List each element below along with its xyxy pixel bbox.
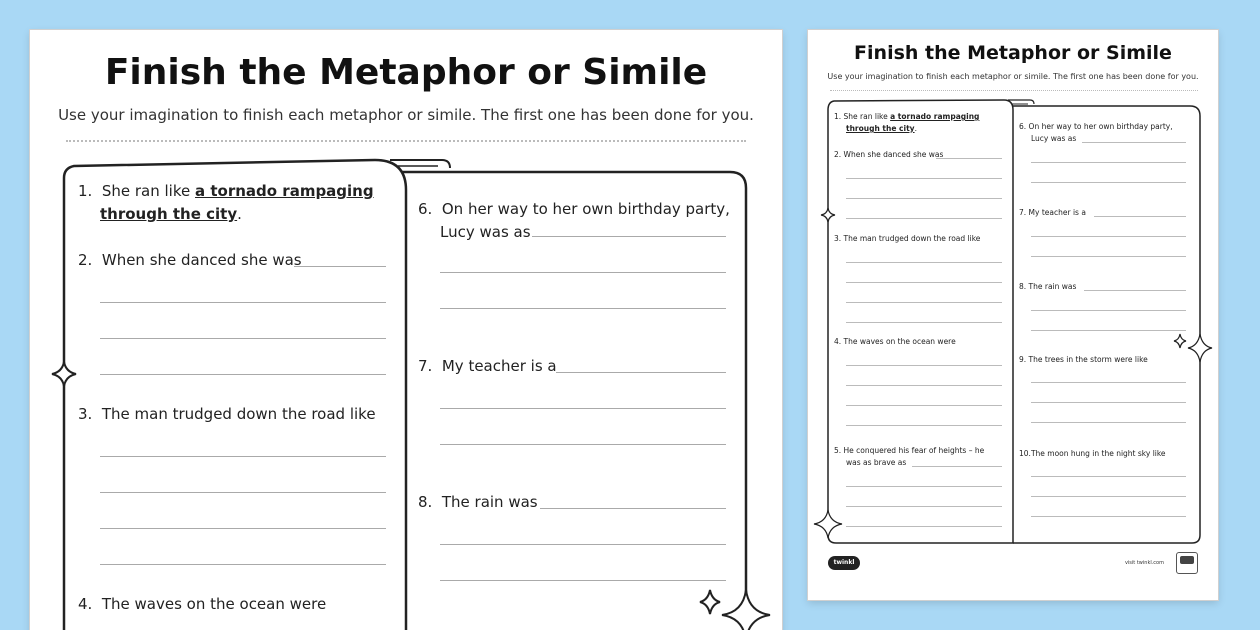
answer-line[interactable]	[1031, 256, 1186, 257]
answer-line[interactable]	[1031, 496, 1186, 497]
question-4: 4. The waves on the ocean were	[834, 337, 956, 346]
answer-line[interactable]	[440, 544, 726, 545]
answer-line[interactable]	[846, 198, 1002, 199]
answer-line[interactable]	[1031, 236, 1186, 237]
answer-line[interactable]	[846, 486, 1002, 487]
book-frame	[30, 30, 782, 630]
worksheet-footer	[828, 552, 1198, 578]
answer-line[interactable]	[1031, 182, 1186, 183]
answer-line[interactable]	[1031, 310, 1186, 311]
question-7: 7. My teacher is a	[1019, 208, 1086, 217]
example-answer: through the city	[100, 205, 238, 223]
question-1	[78, 180, 374, 203]
answer-line[interactable]	[846, 282, 1002, 283]
answer-line[interactable]	[1031, 516, 1186, 517]
answer-line[interactable]	[1031, 330, 1186, 331]
answer-line[interactable]	[1031, 162, 1186, 163]
answer-line[interactable]	[440, 308, 726, 309]
answer-line[interactable]	[1031, 402, 1186, 403]
answer-line[interactable]	[846, 405, 1002, 406]
question-5: 5. He conquered his fear of heights – he	[834, 446, 985, 455]
twinkl-logo[interactable]: twinkl	[828, 556, 860, 570]
answer-line[interactable]	[100, 338, 386, 339]
question-6: 6. On her way to her own birthday party,	[418, 200, 730, 218]
answer-line[interactable]	[556, 372, 726, 373]
answer-line[interactable]	[846, 526, 1002, 527]
answer-line[interactable]	[1094, 216, 1186, 217]
question-2: 2. When she danced she was	[834, 150, 944, 159]
visit-link[interactable]: visit twinkl.com	[1124, 560, 1164, 566]
answer-line[interactable]	[1082, 142, 1186, 143]
answer-line[interactable]	[846, 178, 1002, 179]
question-8: 8. The rain was	[418, 493, 538, 511]
answer-line[interactable]	[846, 302, 1002, 303]
question-4: 4. The waves on the ocean were	[78, 595, 327, 613]
answer-line[interactable]	[846, 322, 1002, 323]
answer-line[interactable]	[846, 218, 1002, 219]
worksheet-zoomed	[30, 30, 782, 630]
worksheet-thumbnail: Finish the Metaphor or Simile Use your imagination to finish each metaphor or simile. The first one has been done for you. 1. She ran like a tornado rampaging through the city. 2. When she danced she was 3. The man trudged down the road like 4. The waves on the ocean were 5. He conquered his fear of heights – he was as brave as 6. On her way to her own birthday party, Lucy was as 7. My teacher is a 8. The rain was 9. The trees in the storm were like 10.The moon hung in the night sky like twinkl visit twinkl.com	[808, 30, 1218, 600]
answer-line[interactable]	[912, 466, 1002, 467]
answer-line[interactable]	[532, 236, 726, 237]
question-1: 1. She ran like a tornado rampaging	[834, 112, 980, 121]
answer-line[interactable]	[846, 365, 1002, 366]
question-9: 9. The trees in the storm were like	[1019, 355, 1148, 364]
answer-line[interactable]	[100, 528, 386, 529]
worksheet-instructions: Use your imagination to finish each metaphor or simile. The first one has been done for you.	[827, 72, 1199, 81]
question-10: 10.The moon hung in the night sky like	[1019, 449, 1166, 458]
answer-line[interactable]	[440, 444, 726, 445]
answer-line[interactable]	[846, 262, 1002, 263]
answer-line[interactable]	[936, 158, 1002, 159]
question-6: 6. On her way to her own birthday party,	[1019, 122, 1173, 131]
answer-line[interactable]	[440, 580, 726, 581]
answer-line[interactable]	[1084, 290, 1186, 291]
answer-line[interactable]	[440, 408, 726, 409]
question-6-cont: Lucy was as	[440, 223, 531, 241]
answer-line[interactable]	[846, 385, 1002, 386]
answer-line[interactable]	[100, 374, 386, 375]
quality-badge-icon	[1176, 552, 1198, 574]
answer-line[interactable]	[846, 425, 1002, 426]
question-number: 1.	[78, 182, 93, 200]
question-8: 8. The rain was	[1019, 282, 1077, 291]
answer-line[interactable]	[540, 508, 726, 509]
answer-line[interactable]	[100, 456, 386, 457]
answer-line[interactable]	[100, 564, 386, 565]
answer-line[interactable]	[440, 272, 726, 273]
question-3: 3. The man trudged down the road like	[78, 405, 376, 423]
answer-line[interactable]	[100, 492, 386, 493]
question-1-cont: through the city.	[100, 205, 242, 223]
example-answer: a tornado rampaging	[195, 182, 374, 200]
worksheet-instructions: Use your imagination to finish each metaphor or simile. The first one has been done for you.	[58, 106, 754, 124]
question-7: 7. My teacher is a	[418, 357, 557, 375]
question-text: She ran like	[101, 182, 196, 200]
question-3: 3. The man trudged down the road like	[834, 234, 981, 243]
question-2: 2. When she danced she was	[78, 251, 302, 269]
answer-line[interactable]	[294, 266, 386, 267]
answer-line[interactable]	[1031, 476, 1186, 477]
worksheet-title: Finish the Metaphor or Simile	[854, 42, 1172, 64]
answer-line[interactable]	[1031, 382, 1186, 383]
answer-line[interactable]	[100, 302, 386, 303]
answer-line[interactable]	[1031, 422, 1186, 423]
answer-line[interactable]	[846, 506, 1002, 507]
worksheet-title: Finish the Metaphor or Simile	[104, 52, 708, 93]
